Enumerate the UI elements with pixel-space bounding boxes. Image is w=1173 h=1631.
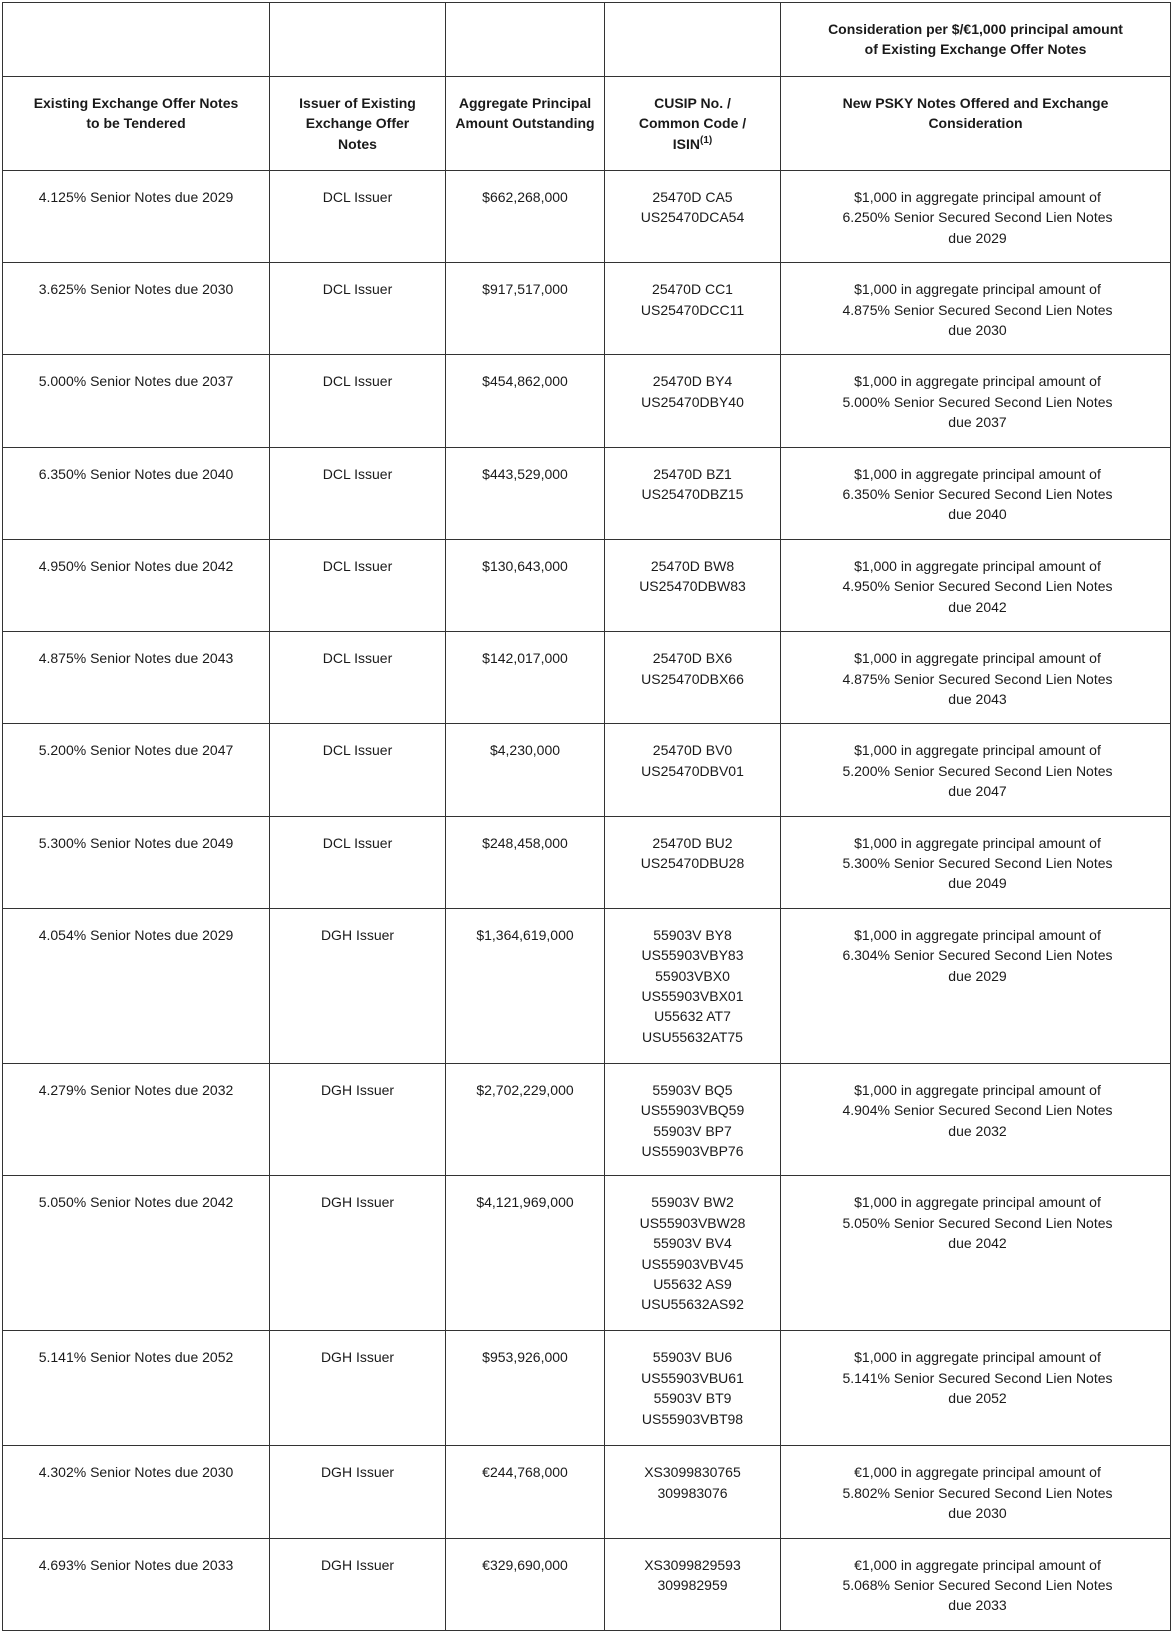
principal-amount-cell: $2,702,229,000 [446, 1063, 605, 1176]
cusip-cell [605, 171, 781, 263]
consideration-cell: €1,000 in aggregate principal amount of 5.802% Senior Secured Second Lien Notes due 2030 [781, 1446, 1171, 1538]
consideration-cell: $1,000 in aggregate principal amount of 5.050% Senior Secured Second Lien Notes due 2042 [781, 1176, 1171, 1331]
security-code: 55903V BV4 [653, 1235, 732, 1252]
security-code: U55632 AS9 [653, 1276, 732, 1292]
consideration-cell: $1,000 in aggregate principal amount of 4.875% Senior Secured Second Lien Notes due 2043 [781, 632, 1171, 724]
principal-amount-cell: $662,268,000 [446, 171, 605, 263]
security-code: XS3099830765 [644, 1464, 741, 1481]
security-code: 55903V BU6 [652, 1349, 733, 1366]
security-code: 309982959 [657, 1577, 728, 1593]
aggregate-principal-header: Aggregate Principal Amount Outstanding [446, 77, 605, 171]
cusip-cell [605, 447, 781, 539]
existing-note-cell: 5.200% Senior Notes due 2047 [3, 724, 270, 816]
security-code: US25470DBY40 [641, 393, 744, 410]
security-code: US55903VBT98 [641, 1410, 744, 1427]
security-code: 25470D BY4 [652, 373, 733, 390]
consideration-cell: €1,000 in aggregate principal amount of 5.068% Senior Secured Second Lien Notes due 2033 [781, 1538, 1171, 1630]
principal-amount-cell: $917,517,000 [446, 263, 605, 355]
existing-note-cell: 6.350% Senior Notes due 2040 [3, 447, 270, 539]
cusip-header [605, 77, 781, 171]
table-row [3, 539, 1171, 631]
existing-note-cell: 4.279% Senior Notes due 2032 [3, 1063, 270, 1176]
table-row [3, 632, 1171, 724]
security-code: US25470DBX66 [641, 670, 744, 687]
principal-amount-cell: $4,230,000 [446, 724, 605, 816]
consideration-cell: $1,000 in aggregate principal amount of 4.950% Senior Secured Second Lien Notes due 2042 [781, 539, 1171, 631]
table-row [3, 447, 1171, 539]
security-code: US55903VBV45 [641, 1255, 744, 1272]
security-code: 25470D BZ1 [653, 465, 732, 482]
security-code: US55903VBW28 [639, 1214, 746, 1231]
existing-notes-header: Existing Exchange Offer Notes to be Tendered [3, 77, 270, 171]
exchange-offer-table [2, 2, 1171, 1631]
cusip-cell [605, 1176, 781, 1331]
issuer-cell: DGH Issuer [270, 908, 446, 1063]
security-code: 55903VBX0 [655, 967, 730, 984]
issuer-cell: DCL Issuer [270, 171, 446, 263]
consideration-cell: $1,000 in aggregate principal amount of 4.904% Senior Secured Second Lien Notes due 2032 [781, 1063, 1171, 1176]
security-code: 25470D BU2 [652, 834, 733, 851]
principal-amount-cell: €244,768,000 [446, 1446, 605, 1538]
cusip-cell [605, 724, 781, 816]
security-code: US55903VBX01 [641, 987, 744, 1004]
principal-amount-cell: $142,017,000 [446, 632, 605, 724]
principal-amount-cell: $130,643,000 [446, 539, 605, 631]
table-row [3, 908, 1171, 1063]
table-row [3, 1538, 1171, 1630]
existing-note-cell: 3.625% Senior Notes due 2030 [3, 263, 270, 355]
new-notes-header: New PSKY Notes Offered and Exchange Consideration [781, 77, 1171, 171]
security-code: US25470DCA54 [640, 209, 745, 226]
principal-amount-cell: $443,529,000 [446, 447, 605, 539]
security-code: U55632 AT7 [654, 1008, 731, 1025]
existing-note-cell: 5.141% Senior Notes due 2052 [3, 1331, 270, 1446]
consideration-super-header: Consideration per $/€1,000 principal amount of Existing Exchange Offer Notes [781, 3, 1171, 77]
security-code: 25470D BW8 [650, 557, 735, 574]
cusip-cell [605, 632, 781, 724]
consideration-cell: $1,000 in aggregate principal amount of 6.350% Senior Secured Second Lien Notes due 2040 [781, 447, 1171, 539]
security-code: 55903V BT9 [653, 1390, 732, 1407]
empty-header-cell [3, 3, 270, 77]
table-row [3, 355, 1171, 447]
cusip-cell [605, 355, 781, 447]
consideration-cell: $1,000 in aggregate principal amount of 5.000% Senior Secured Second Lien Notes due 2037 [781, 355, 1171, 447]
table-row [3, 816, 1171, 908]
consideration-cell: $1,000 in aggregate principal amount of 6.304% Senior Secured Second Lien Notes due 2029 [781, 908, 1171, 1063]
security-code: US55903VBQ59 [640, 1102, 745, 1119]
footnote-marker: (1) [700, 134, 713, 146]
issuer-cell: DCL Issuer [270, 539, 446, 631]
issuer-cell: DCL Issuer [270, 355, 446, 447]
cusip-cell [605, 1331, 781, 1446]
security-code: XS3099829593 [644, 1556, 741, 1573]
table-row [3, 1331, 1171, 1446]
existing-note-cell: 4.950% Senior Notes due 2042 [3, 539, 270, 631]
security-code: US25470DBV01 [641, 762, 744, 779]
table-body [3, 171, 1171, 1631]
issuer-cell: DGH Issuer [270, 1331, 446, 1446]
security-code: 25470D BV0 [652, 742, 733, 759]
cusip-cell [605, 1538, 781, 1630]
principal-amount-cell: $1,364,619,000 [446, 908, 605, 1063]
issuer-header: Issuer of Existing Exchange Offer Notes [270, 77, 446, 171]
issuer-cell: DCL Issuer [270, 263, 446, 355]
consideration-cell: $1,000 in aggregate principal amount of 5.200% Senior Secured Second Lien Notes due 2047 [781, 724, 1171, 816]
principal-amount-cell: $454,862,000 [446, 355, 605, 447]
security-code: 25470D CC1 [652, 281, 733, 298]
consideration-cell: $1,000 in aggregate principal amount of 5.141% Senior Secured Second Lien Notes due 2052 [781, 1331, 1171, 1446]
existing-note-cell: 4.125% Senior Notes due 2029 [3, 171, 270, 263]
security-code: 55903V BW2 [651, 1194, 734, 1211]
security-code: 55903V BY8 [653, 926, 732, 943]
security-code: 309983076 [657, 1484, 728, 1501]
table-row [3, 263, 1171, 355]
principal-amount-cell: $953,926,000 [446, 1331, 605, 1446]
issuer-cell: DGH Issuer [270, 1538, 446, 1630]
security-code: US25470DBU28 [640, 854, 745, 871]
existing-note-cell: 4.302% Senior Notes due 2030 [3, 1446, 270, 1538]
security-code: US25470DBW83 [639, 578, 746, 595]
column-header-row [3, 77, 1171, 171]
issuer-cell: DGH Issuer [270, 1446, 446, 1538]
issuer-cell: DGH Issuer [270, 1063, 446, 1176]
security-code: 25470D CA5 [652, 189, 733, 205]
consideration-cell: $1,000 in aggregate principal amount of 5.300% Senior Secured Second Lien Notes due 2049 [781, 816, 1171, 908]
security-code: US55903VBP76 [641, 1142, 744, 1159]
existing-note-cell: 5.000% Senior Notes due 2037 [3, 355, 270, 447]
cusip-cell [605, 816, 781, 908]
empty-header-cell [605, 3, 781, 77]
table-row [3, 1176, 1171, 1331]
security-code: 25470D BX6 [652, 650, 733, 667]
issuer-cell: DCL Issuer [270, 816, 446, 908]
consideration-cell: $1,000 in aggregate principal amount of 4.875% Senior Secured Second Lien Notes due 2030 [781, 263, 1171, 355]
cusip-cell [605, 539, 781, 631]
security-code: USU55632AT75 [642, 1028, 743, 1045]
issuer-cell: DCL Issuer [270, 724, 446, 816]
empty-header-cell [446, 3, 605, 77]
security-code: US55903VBU61 [641, 1369, 744, 1386]
table-row [3, 171, 1171, 263]
existing-note-cell: 5.050% Senior Notes due 2042 [3, 1176, 270, 1331]
security-code: US25470DBZ15 [641, 486, 744, 503]
security-code: 55903V BP7 [653, 1122, 732, 1139]
consideration-cell: $1,000 in aggregate principal amount of 6.250% Senior Secured Second Lien Notes due 2029 [781, 171, 1171, 263]
security-code: 55903V BQ5 [652, 1081, 733, 1098]
cusip-cell [605, 1446, 781, 1538]
security-code: US25470DCC11 [640, 301, 745, 318]
security-code: USU55632AS92 [641, 1296, 744, 1313]
cusip-cell [605, 908, 781, 1063]
issuer-cell: DGH Issuer [270, 1176, 446, 1331]
principal-amount-cell: $248,458,000 [446, 816, 605, 908]
existing-note-cell: 4.054% Senior Notes due 2029 [3, 908, 270, 1063]
cusip-cell [605, 1063, 781, 1176]
cusip-header-label: CUSIP No. / Common Code / ISIN [638, 95, 747, 152]
super-header-row [3, 3, 1171, 77]
table-row [3, 1063, 1171, 1176]
existing-note-cell: 4.693% Senior Notes due 2033 [3, 1538, 270, 1630]
existing-note-cell: 4.875% Senior Notes due 2043 [3, 632, 270, 724]
table-row [3, 724, 1171, 816]
principal-amount-cell: $4,121,969,000 [446, 1176, 605, 1331]
table-row [3, 1446, 1171, 1538]
existing-note-cell: 5.300% Senior Notes due 2049 [3, 816, 270, 908]
empty-header-cell [270, 3, 446, 77]
principal-amount-cell: €329,690,000 [446, 1538, 605, 1630]
issuer-cell: DCL Issuer [270, 447, 446, 539]
issuer-cell: DCL Issuer [270, 632, 446, 724]
cusip-cell [605, 263, 781, 355]
security-code: US55903VBY83 [641, 947, 744, 964]
